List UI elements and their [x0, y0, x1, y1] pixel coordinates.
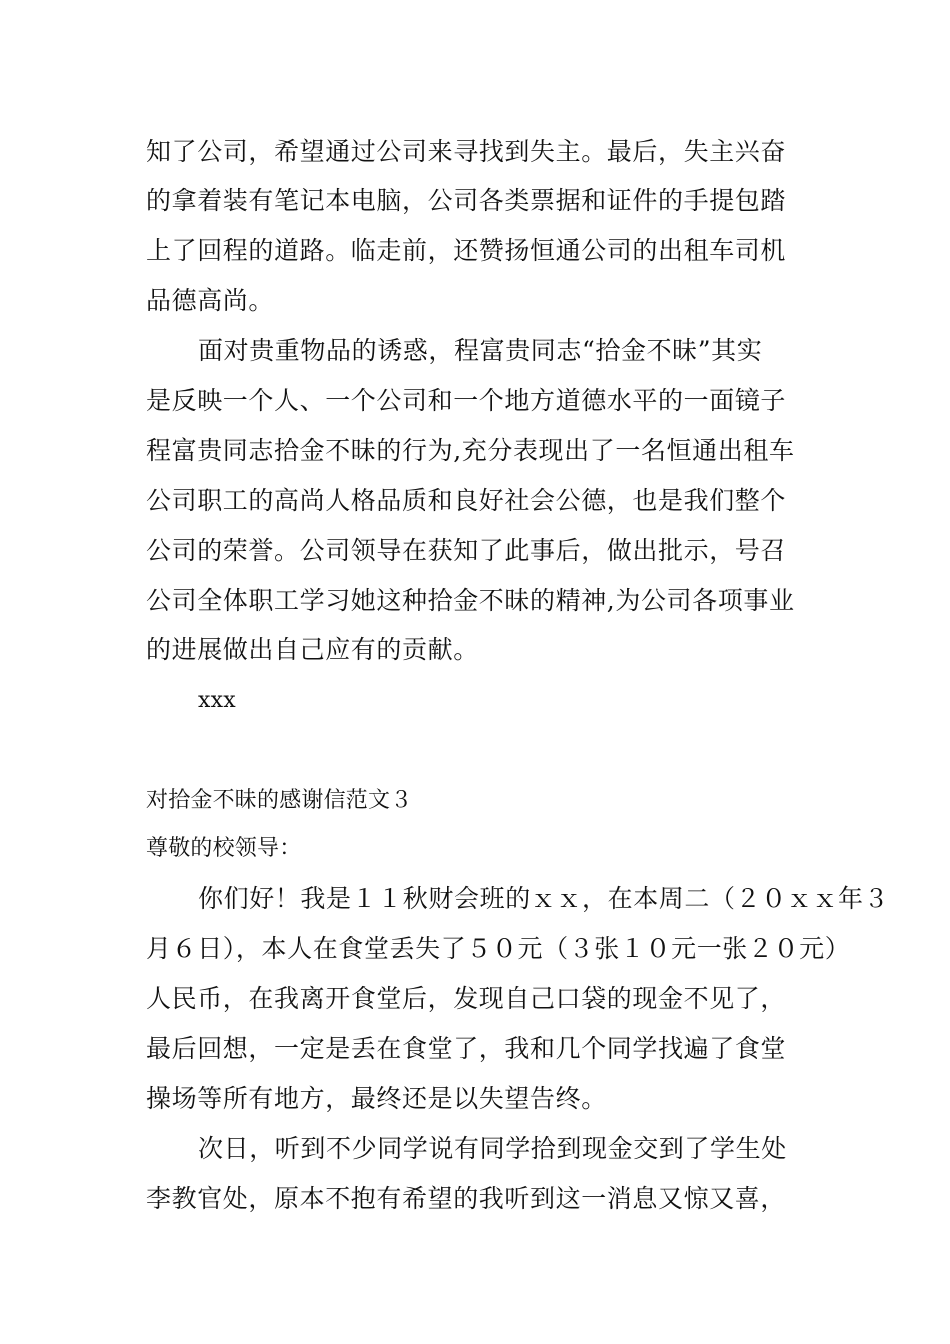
paragraph-3-line-3: 人民币，在我离开食堂后，发现自己口袋的现金不见了，	[146, 984, 787, 1013]
paragraph-2-line-1: 面对贵重物品的诱惑，程富贵同志“拾金不昧”其实	[198, 336, 763, 365]
paragraph-2-line-5: 公司的荣誉。公司领导在获知了此事后，做出批示，号召	[146, 536, 787, 565]
paragraph-3-line-4: 最后回想，一定是丢在食堂了，我和几个同学找遍了食堂	[146, 1034, 787, 1063]
paragraph-3-line-1: 你们好！我是１１秋财会班的ｘｘ，在本周二（２０ｘｘ年３	[198, 884, 890, 913]
paragraph-2-line-2: 是反映一个人、一个公司和一个地方道德水平的一面镜子	[146, 386, 787, 415]
paragraph-1-line-2: 的拿着装有笔记本电脑，公司各类票据和证件的手提包踏	[146, 186, 787, 215]
section-title: 对拾金不昧的感谢信范文３	[146, 788, 413, 813]
paragraph-4-line-1: 次日，听到不少同学说有同学拾到现金交到了学生处	[198, 1134, 787, 1163]
salutation: 尊敬的校领导：	[146, 836, 302, 861]
paragraph-1-line-3: 上了回程的道路。临走前，还赞扬恒通公司的出租车司机	[146, 236, 787, 265]
paragraph-1-line-1: 知了公司，希望通过公司来寻找到失主。最后，失主兴奋	[146, 137, 787, 166]
paragraph-2-line-6: 公司全体职工学习她这种拾金不昧的精神,为公司各项事业	[146, 586, 795, 615]
signature: xxx	[198, 688, 236, 713]
paragraph-2-line-7: 的进展做出自己应有的贡献。	[146, 635, 479, 664]
paragraph-2-line-3: 程富贵同志拾金不昧的行为,充分表现出了一名恒通出租车	[146, 436, 795, 465]
paragraph-3-line-2: 月６日），本人在食堂丢失了５０元（３张１０元一张２０元）	[146, 934, 851, 963]
paragraph-3-line-5: 操场等所有地方，最终还是以失望告终。	[146, 1084, 607, 1113]
paragraph-1-line-4: 品德高尚。	[146, 286, 275, 315]
paragraph-2-line-4: 公司职工的高尚人格品质和良好社会公德，也是我们整个	[146, 486, 787, 515]
paragraph-4-line-2: 李教官处，原本不抱有希望的我听到这一消息又惊又喜，	[146, 1184, 787, 1213]
